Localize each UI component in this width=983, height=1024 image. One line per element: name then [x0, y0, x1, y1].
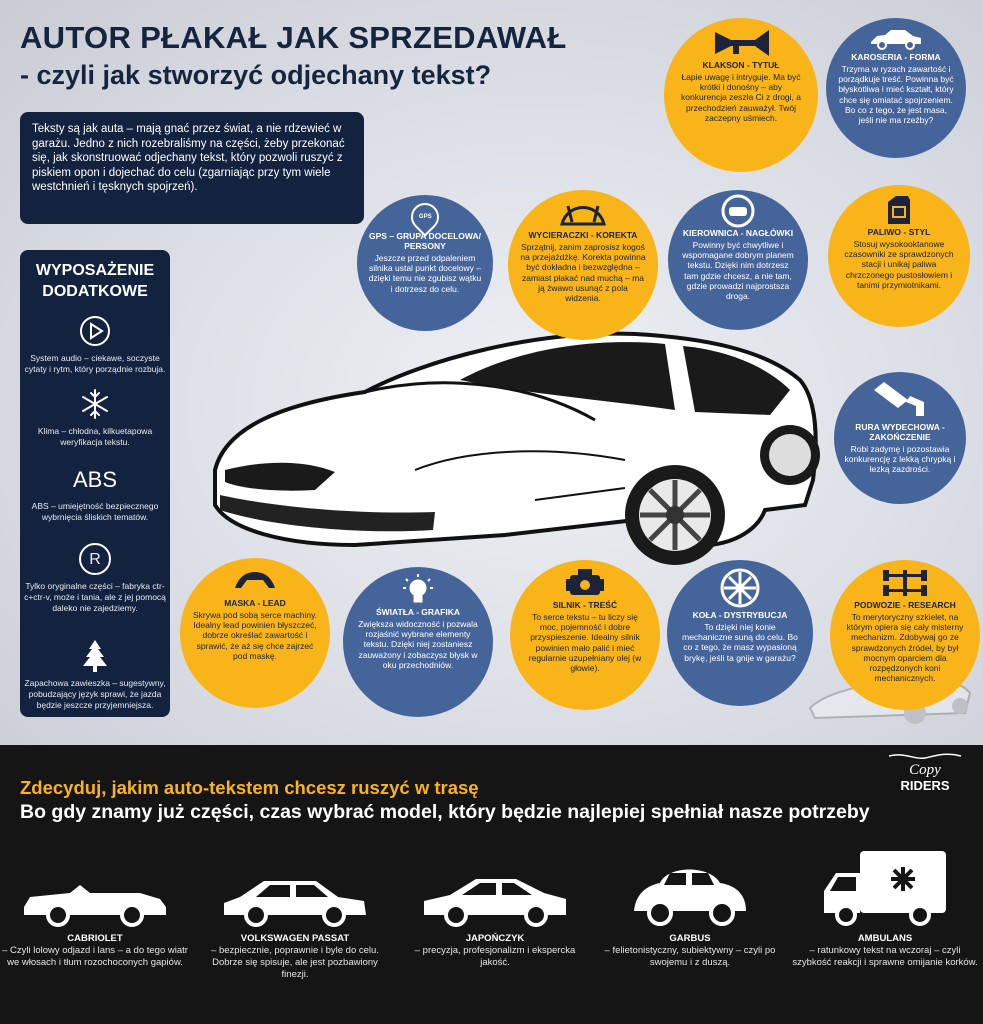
fuel-can-icon: [840, 193, 958, 227]
circle-podwozie: [830, 560, 980, 710]
abs-icon: ABS: [72, 466, 118, 492]
bottom-heading: Zdecyduj, jakim auto-tekstem chcesz ruszyć w trasę: [20, 777, 479, 798]
circle-text: Łapie uwagę i intryguje. Ma być krótki i donośny – aby konkurencja zeszła Ci z drogi, a przechodzień zauważył. Twój zaczepny uśmiech.: [680, 72, 801, 123]
beetle-icon: [595, 845, 785, 927]
copyriders-logo: [885, 750, 965, 796]
sedan-icon: [200, 845, 390, 927]
circle-title: RURA WYDECHOWA - ZAKOŃCZENIE: [855, 422, 945, 442]
circle-text: Sprzątnij, zanim zaprosisz kogoś na przejażdżkę. Korekta powinna być dokładna i bezwzględna – zamiast płakać nad muchą – ma ją żwawo usunąć z pola widzenia.: [520, 242, 646, 304]
circle-text: Jeszcze przed odpaleniem silnika ustal punkt docelowy – dzięki temu nie zgubisz wątku i dotrzesz do celu.: [368, 253, 482, 294]
model-title: JAPOŃCZYK: [465, 933, 525, 944]
circle-title: MASKA - LEAD: [224, 598, 286, 608]
circle-title: WYCIERACZKI - KOREKTA: [528, 230, 638, 240]
registered-letter: R: [79, 543, 111, 575]
sidebar-item-abs: [20, 463, 170, 523]
model-japonczyk: [400, 845, 590, 969]
model-text: – Czyli lolowy odjazd i lans – a do tego wiatr we włosach i tłum rozochoconych gapiów.: [2, 945, 188, 968]
sidebar: [20, 250, 170, 717]
circle-text: Zwiększa widoczność i pozwala rozjaśnić wybrane elementy tekstu. Dzięki niej zostaniesz zauważony i zobaczysz błysk w oku przechodniów.: [358, 619, 478, 670]
page-subtitle: - czyli jak stworzyć odjechany tekst?: [20, 60, 492, 90]
sidebar-item-oryginalne: [20, 543, 170, 614]
circle-title: KLAKSON - TYTUŁ: [702, 60, 780, 70]
wiper-icon: [520, 196, 646, 230]
circle-title: KIEROWNICA - NAGŁÓWKI: [682, 228, 794, 238]
gps-pin-icon: [367, 203, 483, 231]
tree-icon: [79, 640, 111, 672]
sidebar-item-audio: [20, 315, 170, 375]
sidebar-title: WYPOSAŻENIE DODATKOWE: [35, 262, 155, 300]
circle-silnik: [510, 560, 660, 710]
play-icon: [79, 315, 111, 347]
page-title: AUTOR PŁAKAŁ JAK SPRZEDAWAŁ: [20, 20, 567, 55]
car-body-icon: [838, 26, 954, 52]
logo-line2: RIDERS: [900, 778, 950, 793]
circle-title: SILNIK - TREŚĆ: [552, 600, 618, 610]
circle-rura: [834, 372, 966, 504]
circle-title: ŚWIATŁA - GRAFIKA: [375, 607, 461, 617]
circle-text: To serce tekstu – tu liczy się moc, pojemność i dobre przyspieszenie. Idealny silnik powinien mało palić i mieć regularnie uzupełniany olej (w głowie).: [528, 612, 642, 674]
circle-maska: [180, 558, 330, 708]
sidebar-item-text: Zapachowa zawieszka – sugestywny, pobudzający język sprawi, że jazda będzie jeszcze przyjemniejsza.: [24, 678, 166, 710]
circle-title: GPS – GRUPA DOCELOWA/ PERSONY: [369, 231, 481, 251]
circle-title: KAROSERIA - FORMA: [851, 52, 941, 62]
circle-text: Robi zadymę i pozostawia konkurencję z lekką chrypką i łezką zazdrości.: [844, 444, 956, 475]
circle-text: To dzięki niej konie mechaniczne suną do celu. Bo co z tego, że masz wypasioną brykę, jeśli ta gnije w garażu?: [682, 622, 798, 663]
model-text: – bezpiecznie, poprawnie i byle do celu. Dobrze się spisuje, ale jest pozbawiony finezji.: [211, 945, 379, 980]
circle-karoseria: [826, 18, 966, 158]
gps-pin-label: GPS: [418, 214, 432, 221]
circle-swiatla: [343, 567, 493, 717]
model-title: GARBUS: [669, 933, 711, 944]
circle-kierownica: [668, 190, 808, 330]
model-text: – ratunkowy tekst na wczoraj – czyli szybkość reakcji i sprawne omijanie korków.: [792, 945, 978, 968]
model-garbus: [595, 845, 785, 969]
sidebar-item-klima: [20, 388, 170, 448]
circle-paliwo: [828, 185, 970, 327]
sidebar-item-text: Klima – chłodna, kilkuetapowa weryfikacja tekstu.: [37, 426, 153, 447]
circle-title: KOŁA - DYSTRYBUCJA: [692, 610, 788, 620]
circle-text: Trzyma w ryzach zawartość i porządkuje treść. Powinna być błyskotliwa i mieć kształt, który chce się omiatać spojrzeniem. Bo co z tego, że jest masa, jeśli nie ma rzeźby?: [838, 64, 954, 126]
light-bulb-icon: [355, 573, 481, 607]
circle-gps: [357, 195, 493, 331]
circle-text: Skrywa pod sobą serce machiny. Idealny lead powinien błyszczeć, dobrze określać zawartość i sprawić, że aż się chce zajrzeć pod maskę.: [192, 610, 318, 661]
exhaust-icon: [844, 378, 956, 422]
intro-box: Teksty są jak auta – mają gnać przez świat, a nie rdzewieć w garażu. Jedno z nich rozebraliśmy na części, żeby przekonać się, jak skonstruować odjechany tekst, który pozwoli ruszyć z piskiem opon i dojechać do celu (zgarniając przy tym wiele westchnień i tęsknych spojrzeń).: [20, 112, 364, 224]
engine-icon: [522, 566, 648, 600]
horn-icon: [676, 26, 806, 60]
steering-wheel-icon: [680, 194, 796, 228]
model-text: – felietonistyczny, subiektywny – czyli po swojemu i z duszą.: [604, 945, 776, 968]
circle-text: Stosuj wysokooktanowe czasowniki ze sprawdzonych stacji i unikaj paliwa chrzczonego pustosłowiem i tanimi przymiotnikami.: [844, 239, 954, 290]
wheel-icon: [679, 566, 801, 610]
circle-title: PALIWO - STYL: [867, 227, 931, 237]
circle-text: To merytoryczny szkielet, na którym opiera się cały misterny mechanizm. Zdobywaj go ze sprawdzonych źródeł, by był mocnym oparciem dla rozpędzonych koni mechanicznych.: [846, 612, 964, 684]
logo-line1: Copy: [909, 762, 941, 778]
circle-title: PODWOZIE - RESEARCH: [854, 600, 956, 610]
model-title: VOLKSWAGEN PASSAT: [240, 933, 350, 944]
bottom-subheading: Bo gdy znamy już części, czas wybrać model, który będzie najlepiej spełniał nasze potrzeby: [20, 801, 870, 823]
cabriolet-icon: [0, 845, 190, 927]
ambulance-icon: [790, 845, 980, 927]
snowflake-icon: [79, 388, 111, 420]
car-hood-icon: [192, 564, 318, 598]
circle-wycieraczki: [508, 190, 658, 340]
sports-car-illustration: [205, 320, 820, 570]
circle-text: Powinny być chwytliwe i wspomagane dobrym planem tekstu. Dzięki nim dotrzesz tam gdzie chcesz, a nie tam, gdzie prowadzi najprostsza droga.: [682, 240, 794, 302]
sidebar-item-zawieszka: [20, 640, 170, 711]
sidebar-item-text: ABS – umiejętność bezpiecznego wybrnięcia śliskich tematów.: [31, 501, 159, 522]
sidebar-item-text: System audio – ciekawe, soczyste cytaty i rytm, który porządnie rozbuja.: [24, 353, 166, 374]
sports-car-icon: [400, 845, 590, 927]
chassis-icon: [844, 566, 966, 600]
sidebar-item-text: Tylko oryginalne części – fabryka ctr-c+ctr-v, może i tania, ale z jej pomocą daleko nie zajedziemy.: [24, 581, 166, 613]
model-text: – precyzja, profesjonalizm i ekspercka jakość.: [414, 945, 576, 968]
model-ambulans: [790, 845, 980, 969]
model-title: CABRIOLET: [67, 933, 123, 944]
circle-klakson: [664, 18, 818, 172]
circle-kola: [667, 560, 813, 706]
model-passat: [200, 845, 390, 981]
registered-icon: [79, 543, 111, 575]
model-title: AMBULANS: [857, 933, 913, 944]
model-cabriolet: [0, 845, 190, 969]
